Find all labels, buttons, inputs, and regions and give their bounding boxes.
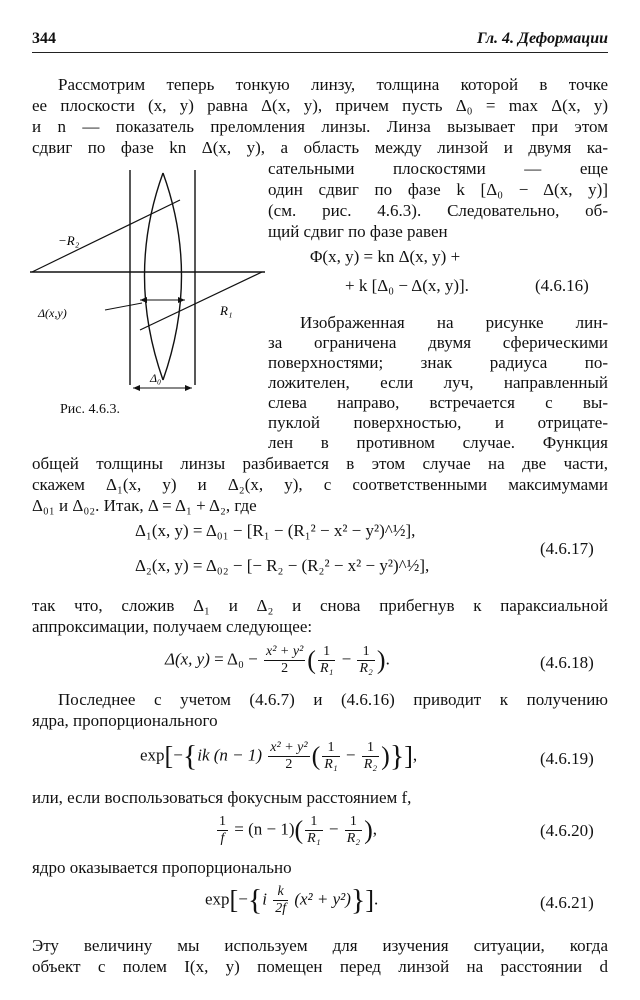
equation-4-6-17-line1: Δ₁(x, y) = Δ₀₁ − [R₁ − (R₁² − x² − y²)^½],: [135, 521, 416, 540]
label-r2: −R₂: [58, 233, 80, 248]
text-line: и n — показатель преломления линзы. Линза вызывает при этом: [32, 117, 608, 136]
equation-number: (4.6.17): [540, 539, 594, 558]
text-line: один сдвиг по фазе k [Δ₀ − Δ(x, y)]: [268, 180, 608, 199]
label-r1: R₁: [220, 303, 233, 318]
equation-4-6-16-line1: Φ(x, y) = kn Δ(x, y) +: [310, 247, 461, 266]
text-line: Последнее с учетом (4.6.7) и (4.6.16) приводит к получению: [58, 690, 608, 709]
equation-number: (4.6.18): [540, 653, 594, 672]
label-delta-xy: Δ(x,y): [38, 306, 67, 320]
equation-number: (4.6.20): [540, 821, 594, 840]
text-line: Рассмотрим теперь тонкую линзу, толщина которой в точке: [58, 75, 608, 94]
label-delta0: Δ₀: [150, 371, 162, 385]
text-line: лен в противном случае. Функция: [268, 433, 608, 452]
equation-4-6-17-line2: Δ₂(x, y) = Δ₀₂ − [− R₂ − (R₂² − x² − y²)^½],: [135, 556, 430, 575]
figure-caption: Рис. 4.6.3.: [60, 402, 120, 417]
text-line: щий сдвиг по фазе равен: [268, 222, 448, 241]
equation-4-6-21: exp[−{i $\frac{k}{2f}$ (x² + y²)}].: [205, 883, 379, 917]
text-line: пуклой поверхностью, и отрицате-: [268, 413, 608, 432]
text-line: Δ₀₁ и Δ₀₂. Итак, Δ = Δ₁ + Δ₂, где: [32, 496, 257, 515]
text-line: так что, сложив Δ₁ и Δ₂ и снова прибегнув к параксиальной: [32, 596, 608, 615]
text-line: поверхностями; знак радиуса по-: [268, 353, 608, 372]
text-line: ложителен, если луч, направленный: [268, 373, 608, 392]
text-line: сательными плоскостями — еще: [268, 159, 608, 178]
text-line: ее плоскости (x, y) равна Δ(x, y), причем пусть Δ₀ = max Δ(x, y): [32, 96, 608, 115]
text-line: Эту величину мы используем для изучения ситуации, когда: [32, 936, 608, 955]
text-line: или, если воспользоваться фокусным расстоянием f,: [32, 788, 412, 807]
text-line: Изображенная на рисунке лин-: [300, 313, 608, 332]
equation-4-6-18: Δ(x, y) = Δ₀ − $\frac{\text{x² + y²}}{2}$ ( $\frac{1}{\text{R₁}}$ − $\frac{1}{\text{R₂}}$ ).: [165, 644, 390, 676]
text-line: скажем Δ₁(x, y) и Δ₂(x, y), с соответственными максимумами: [32, 475, 608, 494]
equation-number: (4.6.21): [540, 893, 594, 912]
lens-figure: [30, 165, 265, 400]
text-line: общей толщины линзы разбивается в этом случае на две части,: [32, 454, 608, 473]
text-line: аппроксимации, получаем следующее:: [32, 617, 313, 636]
equation-4-6-20: $\frac{1}{f}$ = (n − 1)( $\frac{1}{\text{R₁}}$ − $\frac{1}{\text{R₂}}$ ),: [219, 814, 378, 846]
equation-4-6-19: exp[−{ik (n − 1) $\frac{\text{x² + y²}}{2}$ ( $\frac{1}{\text{R₁}}$ − $\frac{1}{\text{R₂}}$ )}],: [140, 739, 418, 773]
text-line: ядро оказывается пропорционально: [32, 858, 292, 877]
text-line: (см. рис. 4.6.3). Следовательно, об-: [268, 201, 608, 220]
chapter-title: Гл. 4. Деформации: [477, 30, 608, 47]
text-line: ядра, пропорционального: [32, 711, 218, 730]
page-number: 344: [32, 30, 56, 47]
running-header: [32, 30, 608, 53]
equation-number: (4.6.16): [535, 276, 589, 295]
equation-4-6-16-line2: + k [Δ₀ − Δ(x, y)].: [345, 276, 469, 295]
equation-number: (4.6.19): [540, 749, 594, 768]
text-line: объект с полем I(x, y) помещен перед линзой на расстоянии d: [32, 957, 608, 976]
text-line: сдвиг по фазе kn Δ(x, y), а область между линзой и двумя ка-: [32, 138, 608, 157]
text-line: слева направо, встречается с вы-: [268, 393, 608, 412]
text-line: за ограничена двумя сферическими: [268, 333, 608, 352]
